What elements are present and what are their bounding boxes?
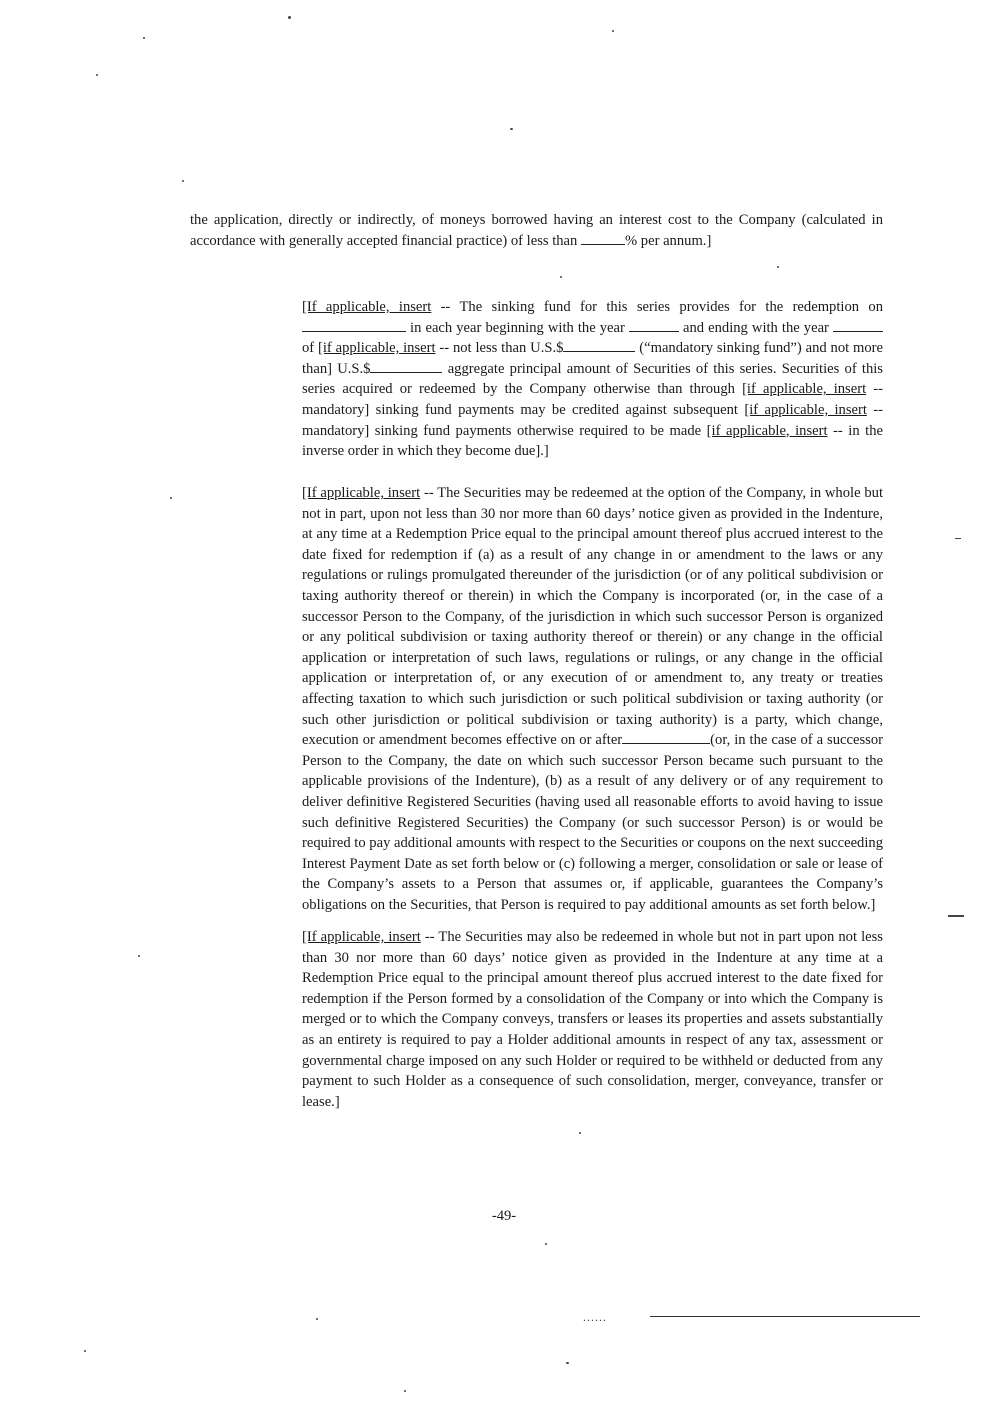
blank-field [581,231,625,245]
paragraph-2-text: (“mandatory sinking fund”) and not more than] U.S.$ [302,340,884,377]
scan-speck [560,276,562,278]
scan-speck [170,497,172,499]
scan-speck [84,1350,86,1352]
scan-speck [545,1243,547,1245]
scan-speck [182,180,184,182]
insert-instruction: [If applicable, insert [302,485,421,501]
paragraph-2-text: -- The sinking fund for this series provides for the redemption on [431,299,883,315]
insert-instruction: [If applicable, insert [302,299,432,315]
paragraph-4-text: -- The Securities may also be redeemed in whole but not in part upon not less than 30 nor more than 60 days’ notice given as provided in the Indenture at any time at a Redemption Price equal to the principal amount thereof plus accrued interest to the date fixed for redemption if the Person formed by a consolidation of the Company or into which the Company is merged or to which the Company conveys, transfers or leases its properties and assets substantially as an entirety is required to pay a Holder additional amounts in respect of any tax, assessment or governmental charge imposed on any such Holder or required to be withheld or deducted from any payment to such Holder as a consequence of such consolidation, merger, conveyance, transfer or lease.] [302,929,883,1110]
insert-instruction: [If applicable, insert [302,929,421,945]
paragraph-2-text: -- not less than U.S.$ [435,340,564,357]
blank-field [563,338,635,352]
paragraph-4 [190,927,883,1112]
paragraph-2-text: aggregate principal amount of Securities of this series. Securities of this series acquired or redeemed by the Company otherwise than through [302,360,883,398]
scan-speck [288,16,291,19]
scan-speck [566,1362,569,1364]
scan-speck [777,266,779,268]
paragraph-2-text: -- mandatory] sinking fund payments otherwise required to be made [302,401,883,439]
footer-dots: ...... [583,1310,607,1324]
page-number: -49- [491,1208,517,1224]
scan-speck [96,74,98,76]
paragraph-2-text: in each year beginning with the year [406,319,629,336]
paragraph-3-text: -- The Securities may be redeemed at the option of the Company, in whole but not in part, upon not less than 30 nor more than 60 days’ notice given as provided in the Indenture, at any time at a Redemption Price equal to the principal amount thereof plus accrued interest to the date fixed for redemption if (a) as a result of any change in or amendment to the laws or any regulations or rulings promulgated thereunder of the jurisdiction (or of any political subdivision or taxing authority thereof or therein) in which the Company is incorporated (or, in the case of a successor Person to the Company, of the jurisdiction in which such successor Person is organized or any political subdivision or taxing authority thereof or therein) or any change in the official application or interpretation of such laws, regulations or rulings, or any change in the official application or interpretation of, or any execution of or amendment to, any treaty or treaties affecting taxation to which such jurisdiction or such political subdivision or taxing authority (or such other jurisdiction or political subdivision or taxing authority) is a party, which change, execution or amendment becomes effective on or after [302,485,883,749]
paragraph-3-text: (or, in the case of a successor Person to the Company, the date on which such successor Person became such pursuant to the applicable provisions of the Indenture), (b) as a result of any delivery or of any requirement to deliver definitive Registered Securities (having used all reasonable efforts to avoid having to issue such definitive Registered Securities) the Company (or such successor Person) is or would be required to pay additional amounts with respect to the Securities or coupons on the next succeeding Interest Payment Date as set forth below or (c) following a merger, consolidation or sale or lease of the Company’s assets to a Person that assumes or, if applicable, guarantees the Company’s obligations on the Securities, that Person is required to pay additional amounts as set forth below.] [302,732,883,913]
paragraph-2-text: of [302,340,319,357]
scan-speck [955,538,961,539]
paragraph-2 [190,297,883,462]
blank-field [302,318,406,332]
scan-speck [579,1132,581,1134]
paragraph-2-text: -- in the inverse order in which they become due].] [302,422,883,460]
footer-rule [650,1316,920,1317]
paragraph-2-text: -- mandatory] sinking fund payments may be credited against subsequent [302,381,883,418]
blank-field [622,730,710,744]
blank-field [370,359,442,373]
insert-instruction: [if applicable, insert [744,401,867,418]
insert-instruction: [if applicable, insert [742,381,867,398]
scan-speck [316,1318,318,1320]
scan-speck [143,37,145,39]
paragraph-1-tail: % per annum.] [624,232,712,249]
scan-speck [948,915,964,917]
paragraph-2-text: and ending with the year [678,319,833,336]
scan-speck [138,955,140,957]
blank-field [629,318,679,332]
scan-speck [510,128,513,130]
insert-instruction: [if applicable, insert [318,340,436,357]
scan-speck [612,30,614,32]
paragraph-3 [190,483,883,915]
insert-instruction: [if applicable, insert [706,422,828,439]
paragraph-1 [190,210,883,251]
scan-speck [404,1390,406,1392]
blank-field [833,318,883,332]
paragraph-1-text: the application, directly or indirectly, of moneys borrowed having an interest cost to the Company (calculated in accordance with generally accepted financial practice) of less than [190,212,883,249]
